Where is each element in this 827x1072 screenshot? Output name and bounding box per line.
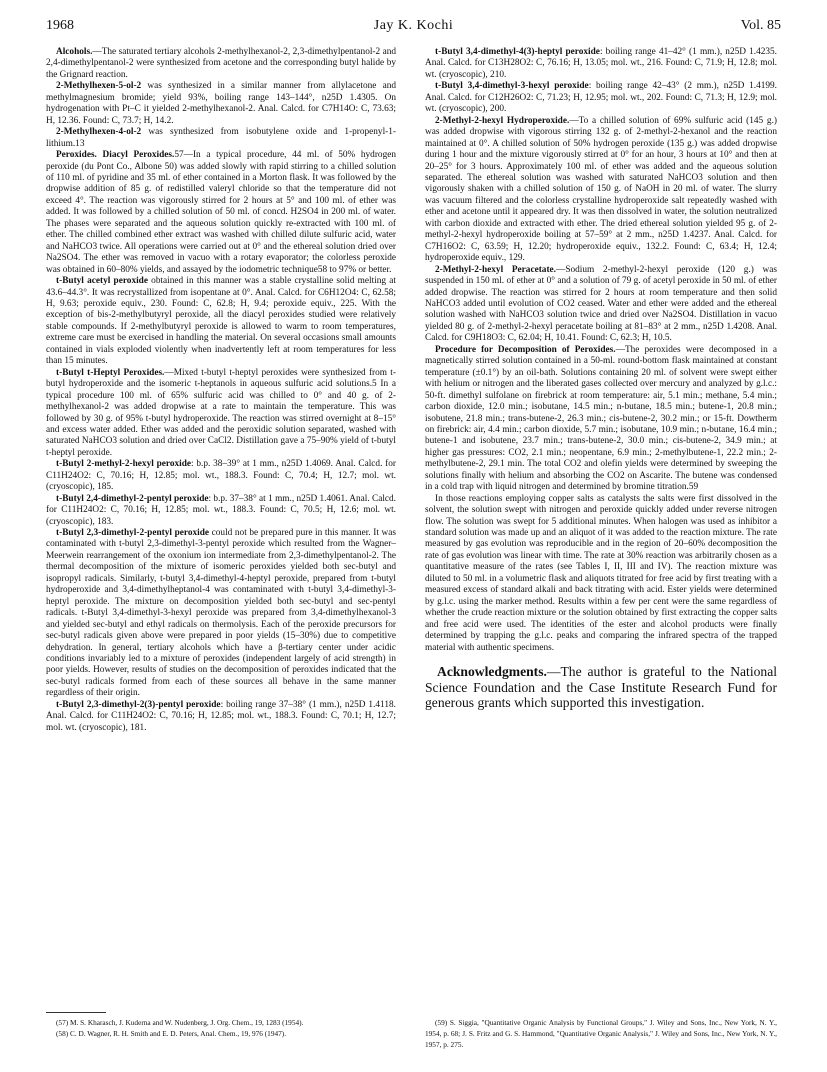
paragraph-heading: t-Butyl 2-methyl-2-hexyl peroxide: [56, 459, 192, 470]
paragraph-text: obtained in this manner was a stable crystalline solid melting at 43.6–44.3°. It was recrystallized from isopentane at 0°. Anal. Calcd. for C6H12O4: C, 62.58; H, 9.63; peroxide equiv., 230. Found: C, 62.8; H, 9.4; peroxide equiv., 225. With the exception of bis-2-methylbutyryl peroxide, all the diacyl peroxides studied were relatively stable compounds. If 2-methylbutyryl peroxide is allowed to warm to room temperatures, extreme care must be exercised in handling the material. On several occasions small amounts contained in vials exploded violently when inadvertently left at room temperatures for less than 15 minutes.: [46, 276, 396, 367]
paragraph-heading: Peroxides. Diacyl Peroxides.: [56, 150, 175, 161]
paragraph-methylhexen-5-ol: [46, 81, 396, 127]
paragraph-text: was synthesized from isobutylene oxide and 1-propenyl-1-lithium.13: [46, 127, 396, 149]
footnotes-right: [425, 1018, 777, 1050]
paragraph-text: was synthesized in a similar manner from allylacetone and methylmagnesium bromide; yield 93%, boiling range 143–144°, n25D 1.4305. On hydrogenation with Pt–C it yielded 2-methylhexanol-2. Anal. Calcd. for C7H14O: C, 73.63; H, 12.36. Found: C, 73.7; H, 14.2.: [46, 81, 396, 126]
paragraph-text: —Mixed t-butyl t-heptyl peroxides were synthesized from t-butyl hydroperoxide and the isomeric t-heptanols in aqueous sulfuric acid solutions.5 In a typical procedure 100 ml. of 65% sulfuric acid was chilled to 0° and 40 g. of 2-methylhexanol-2 was added dropwise at a rate to maintain the temperature. This was followed by 30 g. of 95% t-butyl hydroperoxide. The reaction was stirred overnight at 8–15° and excess water added. Ether was added and the peroxidic solution separated, washed with saturated NaHCO3 solution and dried over CaCl2. Distillation gave a 75–90% yield of t-butyl t-heptyl peroxide.: [46, 367, 396, 458]
paragraph-heading: Alcohols.: [56, 47, 93, 57]
acknowledgments-text: —The author is grateful to the National Science Foundation and the Case Institute Research Fund for generous grants which supported this investigation.: [425, 664, 777, 711]
paragraph-rearrangement: [46, 528, 396, 700]
paragraph-heading: Procedure for Decomposition of Peroxides.: [435, 344, 616, 355]
paragraph-heading: 2-Methylhexen-4-ol-2: [56, 127, 142, 138]
paragraph-heading: 2-Methylhexen-5-ol-2: [56, 81, 142, 92]
paragraph-dimethyl-pentyl-peroxide: [46, 494, 396, 528]
paragraph-peracetate: [425, 265, 777, 345]
paragraph-dimethyl-hexyl-peroxide: [425, 81, 777, 115]
paragraph-copper-salts: In those reactions employing copper salts as catalysts the salts were first dissolved in the solvent, the solution swept with nitrogen and peroxide quickly added under reverse nitrogen flow. The solution was swept for 5 additional minutes. When halogen was used as inhibitor a standard solution was made up and an aliquot of it was added to the reaction mixture. The rate measured by gas evolution was reproducible and in the region of 20–60% decomposition the rate of gas evolution was linear with time. The rate at 30% reaction was arbitrarily chosen as a quantitative measure of the rates (see Tables I, II, III and IV). The reaction mixture was diluted to 50 ml. in a volumetric flask and aliquots titrated for free acid by first treating with a measured excess of standard alkali and back titrating with acid. Ester yields were determined by g.l.c. using the marker method. Results within a few per cent were the same regardless of whether the crude reaction mixture or the solution obtained by first extracting the copper salts and free acid were used. The identities of the ester and alcohol products were finally determined by trapping the g.l.c. peaks and comparing the infrared spectra of the trapped material with authentic specimens.: [425, 493, 777, 653]
paragraph-text: —To a chilled solution of 69% sulfuric acid (145 g.) was added dropwise with vigorous stirring 132 g. of 2-methyl-2-hexanol and the reaction maintained at 0°. A chilled solution of 50% hydrogen peroxide (135 g.) was added dropwise during 1 hour and the mixture vigorously stirred at 0° for an hour, 3 hours at 10° and then at 20–25° for 3 hours. Approximately 100 ml. of ether was added and the aqueous solution separated. The ethereal solution was washed with saturated NaHCO3 solution and then vigorously shaken with a chilled solution of 150 g. of NaOH in 20 ml. of water. The slurry was vacuum filtered and the colorless crystalline hydroperoxide salt repeatedly washed with ether and acetone until it appeared dry. It was then dissolved in water, the solution neutralized with carbon dioxide and extracted with ether. The dried ethereal solution yielded 95 g. of 2-methyl-2-hexyl hydroperoxide boiling at 57–59° at 2 mm., n25D 1.4237. Anal. Calcd. for C7H16O2: C, 63.59; H, 12.20; hydroperoxide equiv., 132.2. Found: C, 63.4; H, 12.4; hydroperoxide equiv., 129.: [425, 115, 777, 264]
footnotes-left: [46, 1018, 396, 1040]
page-number: 1968: [46, 18, 74, 33]
left-column: [46, 47, 396, 734]
paragraph-dimethyl-heptyl-peroxide: [425, 47, 777, 81]
running-header: [46, 18, 781, 38]
paragraph-text: —The peroxides were decomposed in a magnetically stirred solution contained in a 50-ml. round-bottom flask maintained at constant temperature (±0.1°) by an oil-bath. Solutions containing 20 ml. of solvent were swept either with helium or nitrogen and the liberated gases collected over mercury and analyzed by g.l.c.: 50-ft. dimethyl sulfolane on firebrick at room temperature: air, 5.1 min.; methane, 5.4 min.; carbon dioxide, 12.0 min.; isobutane, 14.5 min.; n-butane, 18.5 min.; butene-1, 20.8 min.; isobutene, 21.8 min.; trans-butene-2, 26.3 min.; cis-butene-2, 30.2 min.; or 15-ft. Dowtherm on firebrick: air, 4.4 min.; carbon dioxide, 5.7 min.; isobutane, 10.9 min.; n-butane, 16.4 min.; butene-1 and isobutene, 23.7 min.; trans-butene-2, 30.0 min.; cis-butene-2, 34.9 min.; at higher gas pressures: CO2, 2.1 min.; neopentane, 6.9 min.; 2-methylbutene-1, 22.2 min.; 2-methylbutene-2, 29.1 min. The total CO2 and olefin yields were determined by sweeping the solutions finally with helium and absorbing the CO2 on Ascarite. The butene was condensed in a cold trap with liquid nitrogen and determined by bromine titration.59: [425, 344, 777, 493]
paragraph-dimethyl-pentyl-mixed: [46, 700, 396, 734]
paragraph-text: : b.p. 37–38° at 1 mm., n25D 1.4061. Anal. Calcd. for C11H24O2: C, 70.16; H, 12.85; mol. wt., 188.3. Found: C, 70.5; H, 12.6; mol. wt. (cryoscopic), 183.: [46, 493, 396, 527]
paragraph-alcohols: [46, 47, 396, 81]
paragraph-diacyl-peroxides: [46, 150, 396, 276]
paragraph-text: —Sodium 2-methyl-2-hexyl peroxide (120 g.) was suspended in 150 ml. of ether at 0° and a solution of 79 g. of acetyl peroxide in 50 ml. of ether added dropwise. The reaction was stirred for 2 hours at room temperature and then solid NaHCO3 added until evolution of CO2 ceased. Water and ether were added and the ethereal solution washed with NaHCO3 solution twice and dried over Na2SO4. Distillation in vacuo yielded 80 g. of 2-methyl-2-hexyl peracetate boiling at 81–83° at 2 mm., n25D 1.4208. Anal. Calcd. for C9H18O3: C, 62.04; H, 10.41. Found: C, 62.3; H, 10.5.: [425, 264, 777, 344]
paragraph-methylhexen-4-ol: [46, 127, 396, 150]
paragraph-butyl-heptyl-peroxides: [46, 368, 396, 460]
footnote-rule: [46, 1012, 106, 1013]
paragraph-text: 57—In a typical procedure, 44 ml. of 50% hydrogen peroxide (du Pont Co., Albone 50) was added slowly with rapid stirring to a chilled solution of 110 ml. of pyridine and 35 ml. of ether contained in a Morton flask. It was followed by the dropwise addition of 85 g. of redistilled valeryl chloride so that the temperature did not exceed 4°. The reaction was vigorously stirred for 2 hours at 5° and 100 ml. of ether was added. It was followed by a chilled solution of 50 ml. of concd. H2SO4 in 200 ml. of water. The phases were separated and the aqueous solution quickly re-extracted with 100 ml. of ether. The chilled combined ether extract was washed with chilled dilute sulfuric acid, water and NaHCO3 twice. All operations were carried out at 0° and the ethereal solution dried over Na2SO4. The ether was removed in vacuo with a rotary evaporator; the colorless peroxide was obtained in 60–80% yields, and assayed by the iodometric technique58 to 97% or better.: [46, 150, 396, 275]
paragraph-text: : boiling range 37–38° (1 mm.), n25D 1.4118. Anal. Calcd. for C11H24O2: C, 70.16; H, 12.85; mol. wt., 188.3. Found: C, 70.1; H, 12.7; mol. wt. (cryoscopic), 181.: [46, 699, 396, 733]
paragraph-text: : boiling range 41–42° (1 mm.), n25D 1.4235. Anal. Calcd. for C13H28O2: C, 76.16; H, 13.05; mol. wt., 216. Found: C, 71.9; H, 12.8; mol. wt. (cryoscopic), 210.: [425, 47, 777, 80]
paragraph-heading: t-Butyl t-Heptyl Peroxides.: [56, 367, 165, 378]
paragraph-butyl-acetyl-peroxide: [46, 276, 396, 368]
footnote-58: (58) C. D. Wagner, R. H. Smith and E. D. Peters, Anal. Chem., 19, 976 (1947).: [56, 1028, 287, 1038]
paragraph-decomposition-procedure: [425, 345, 777, 494]
footnote-57: (57) M. S. Kharasch, J. Kuderna and W. Nudenberg, J. Org. Chem., 19, 1283 (1954).: [56, 1018, 304, 1027]
volume-label: Vol. 85: [740, 18, 781, 33]
paragraph-heading: t-Butyl 2,3-dimethyl-2-pentyl peroxide: [56, 528, 210, 539]
acknowledgments: [425, 664, 777, 711]
paragraph-heading: t-Butyl 2,4-dimethyl-2-pentyl peroxide: [56, 493, 209, 504]
paragraph-heading: t-Butyl acetyl peroxide: [56, 276, 148, 287]
footnote-59: (59) S. Siggia, "Quantitative Organic Analysis by Functional Groups," J. Wiley and Sons, Inc., New York, N. Y., 1954, p. 68; J. S. Fritz and G. S. Hammond, "Quantitative Organic Analysis," J. Wiley and Sons, Inc., New York, N. Y., 1957, p. 275.: [425, 1018, 777, 1049]
paragraph-methyl-hexyl-peroxide: [46, 459, 396, 493]
paragraph-heading: 2-Methyl-2-hexyl Hydroperoxide.: [435, 115, 570, 126]
paragraph-heading: 2-Methyl-2-hexyl Peracetate.: [435, 264, 557, 275]
acknowledgments-heading: Acknowledgments.: [437, 664, 547, 680]
right-column: [425, 47, 777, 711]
paragraph-text: : boiling range 42–43° (2 mm.), n25D 1.4199. Anal. Calcd. for C12H26O2: C, 71.23; H, 12.95; mol. wt., 202. Found: C, 71.3; H, 12.9; mol. wt. (cryoscopic), 200.: [425, 81, 777, 115]
paragraph-heading: t-Butyl 2,3-dimethyl-2(3)-pentyl peroxide: [56, 699, 221, 710]
running-author: Jay K. Kochi: [373, 18, 454, 33]
paragraph-heading: t-Butyl 3,4-dimethyl-3-hexyl peroxide: [435, 81, 589, 92]
paragraph-text: could not be prepared pure in this manner. It was contaminated with t-butyl 2,3-dimethyl-3-pentyl peroxide which resulted from the Wagner–Meerwein rearrangement of the oxonium ion intermediate from 2,3-dimethylpentanol-2. The thermal decomposition of the mixture of isomeric peroxides yielded both sec-butyl and isopropyl radicals. Similarly, t-butyl 3,4-dimethyl-4-heptyl peroxide, prepared from t-butyl hydroperoxide and 3,4-dimethylheptanol-4 was contaminated with t-butyl 3,4-dimethyl-3-heptyl peroxide. The mixture on decomposition yielded both sec-butyl and sec-pentyl radicals. t-Butyl 3,4-dimethyl-3-hexyl peroxide was prepared from 3,4-dimethylhexanol-3 and yielded sec-butyl and ethyl radicals on thermolysis. Each of the peroxide precursors for sec-butyl radicals given above were prepared in poor yields (15–30%) due to competitive dehydration. In general, tertiary alcohols which have a β-tertiary center under acidic conditions invariably led to a mixture of peroxides (independent largely of acid strength) in poor yields. However, results of studies on the decomposition of peroxides indicated that the sec-butyl radicals formed from each of these sources all behave in the same manner regardless of their origin.: [46, 528, 396, 699]
paragraph-text: : b.p. 38–39° at 1 mm., n25D 1.4069. Anal. Calcd. for C11H24O2: C, 70.16; H, 12.85; mol. wt., 188.3. Found: C, 70.4; H, 12.7; mol. wt. (cryoscopic), 185.: [46, 459, 397, 493]
paragraph-text: —The saturated tertiary alcohols 2-methylhexanol-2, 2,3-dimethylpentanol-2 and 2,4-dimethylpentanol-2 were synthesized from acetone and the corresponding butyl halide by the Grignard reaction.: [46, 47, 396, 80]
paragraph-hydroperoxide: [425, 116, 777, 265]
paragraph-heading: t-Butyl 3,4-dimethyl-4(3)-heptyl peroxide: [435, 47, 600, 57]
